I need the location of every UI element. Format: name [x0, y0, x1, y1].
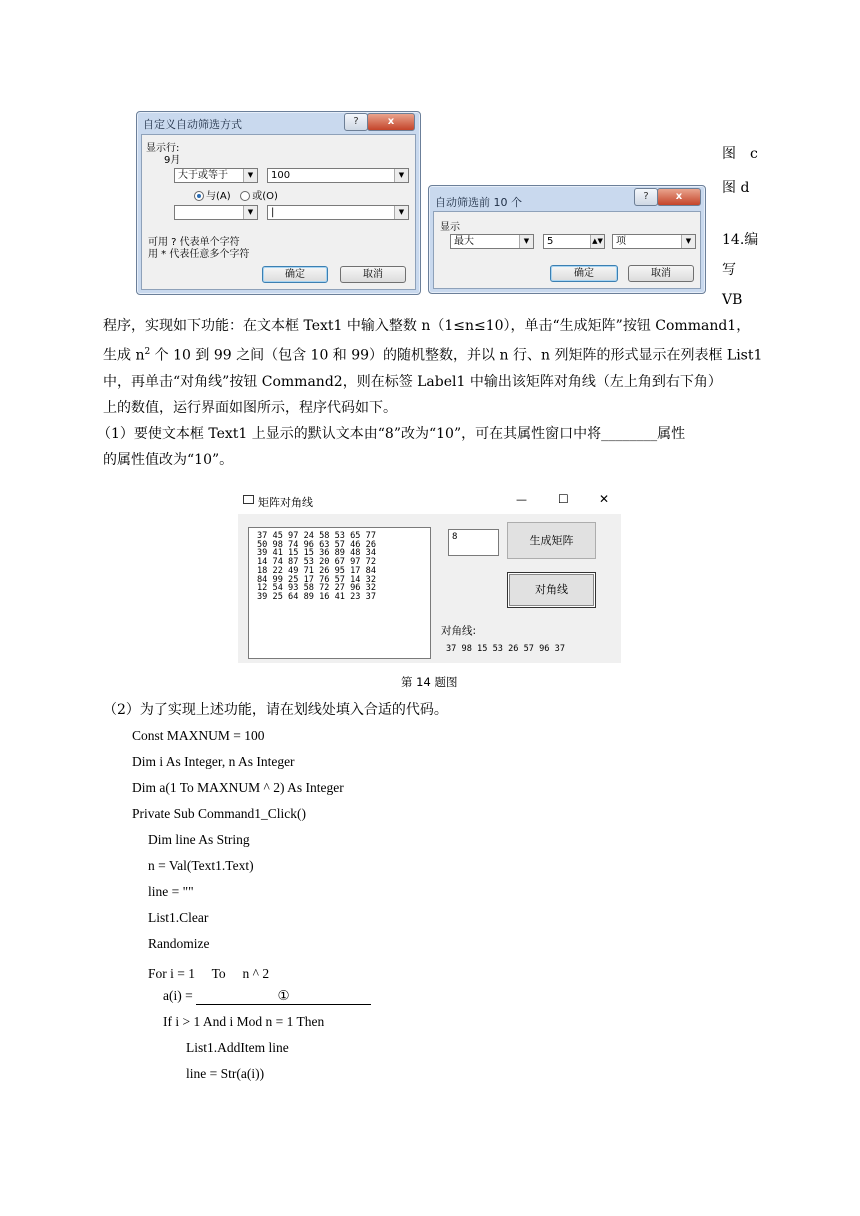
- chevron-down-icon[interactable]: ▼: [519, 235, 533, 248]
- code-line-13: List1.AddItem line: [186, 1040, 289, 1055]
- custom-autofilter-dialog: [136, 111, 421, 295]
- code-line-9: Randomize: [148, 936, 210, 951]
- q1-line-2: 的属性值改为“10”。: [103, 451, 234, 468]
- code-line-3: Dim a(1 To MAXNUM ^ 2) As Integer: [132, 780, 344, 795]
- text1-input[interactable]: 8: [448, 529, 499, 556]
- chevron-down-icon[interactable]: ▼: [394, 206, 408, 219]
- help-button[interactable]: ?: [344, 113, 368, 131]
- code-line-8: List1.Clear: [148, 910, 209, 925]
- blank-1: [196, 988, 371, 1005]
- show-label: 显示: [440, 222, 460, 233]
- list1-listbox[interactable]: [248, 527, 431, 659]
- dialog-title: 自动筛选前 10 个: [435, 196, 522, 209]
- dialog-body: [141, 134, 416, 290]
- code-line-11-text: a(i) =: [163, 988, 197, 1003]
- question-14-start: 14.编: [722, 232, 759, 248]
- figure-caption: 第 14 题图: [401, 675, 458, 689]
- top10-autofilter-dialog: [428, 185, 706, 294]
- q2-line: （2）为了实现上述功能，请在划线处填入合适的代码。: [103, 702, 448, 718]
- and-label: 与(A): [206, 191, 231, 202]
- operator-select-1[interactable]: [174, 168, 258, 183]
- value-select-2[interactable]: [267, 205, 409, 220]
- close-button[interactable]: x: [657, 188, 701, 206]
- code-line-12: If i > 1 And i Mod n = 1 Then: [163, 1014, 325, 1029]
- code-line-7: line = "": [148, 884, 194, 899]
- para-line-2b: 个 10 到 99 之间（包含 10 和 99）的随机整数，并以 n 行、n 列矩阵的形式显示在列表框 List1: [150, 347, 763, 364]
- list-rows: [257, 532, 430, 602]
- question-14-vb: VB: [722, 292, 743, 308]
- minimize-icon[interactable]: —: [516, 493, 527, 506]
- para-line-3: 中，再单击“对角线”按钮 Command2，则在标签 Label1 中输出该矩阵对角线（左上角到右下角）: [103, 373, 722, 390]
- dialog-title: 自定义自动筛选方式: [143, 118, 242, 131]
- code-line-10: For i = 1 To n ^ 2: [148, 966, 270, 981]
- close-button[interactable]: x: [367, 113, 415, 131]
- figure-d-label: 图 d: [722, 180, 750, 196]
- diagonal-title-label: 对角线:: [441, 625, 477, 637]
- logic-radios: [194, 187, 278, 202]
- question-14-xie: 写: [722, 262, 736, 278]
- or-label: 或(O): [252, 191, 278, 202]
- ok-button[interactable]: 确定: [550, 265, 618, 282]
- generate-matrix-button[interactable]: 生成矩阵: [507, 522, 596, 559]
- chevron-down-icon[interactable]: ▼: [394, 169, 408, 182]
- ok-button[interactable]: 确定: [262, 266, 328, 283]
- and-radio[interactable]: [194, 191, 204, 201]
- code-line-2: Dim i As Integer, n As Integer: [132, 754, 295, 769]
- hint-line-2: 用 * 代表任意多个字符: [148, 249, 250, 260]
- value-text: 100: [271, 170, 291, 181]
- top-bottom-select[interactable]: [450, 234, 534, 249]
- operator-value: 大于或等于: [178, 170, 228, 181]
- close-icon[interactable]: ✕: [599, 492, 610, 506]
- code-line-6: n = Val(Text1.Text): [148, 858, 254, 873]
- list-item[interactable]: 39 25 64 89 16 41 23 37: [257, 591, 376, 602]
- blank-1-number: ①: [277, 988, 290, 1003]
- code-line-1: Const MAXNUM = 100: [132, 728, 265, 743]
- count-spinner[interactable]: [543, 234, 605, 249]
- para-line-1: 程序，实现如下功能：在文本框 Text1 中输入整数 n（1≤n≤10），单击“生成矩阵”按钮 Command1，: [103, 318, 751, 334]
- maximize-icon[interactable]: ☐: [558, 492, 569, 506]
- list-item[interactable]: 12 54 93 58 72 27 96 32: [257, 583, 376, 594]
- code-line-11: [163, 988, 371, 1005]
- window-title: 矩阵对角线: [258, 496, 313, 509]
- chevron-down-icon[interactable]: ▼: [243, 206, 257, 219]
- top-bottom-value: 最大: [454, 236, 474, 247]
- hint-line-1: 可用 ? 代表单个字符: [148, 237, 240, 248]
- para-line-2: [103, 339, 763, 369]
- or-radio[interactable]: [240, 191, 250, 201]
- code-line-4: Private Sub Command1_Click(): [132, 806, 306, 821]
- list-item[interactable]: 18 22 49 71 26 95 17 84: [257, 565, 376, 576]
- show-rows-label: 显示行:: [146, 143, 180, 154]
- value-select-1[interactable]: [267, 168, 409, 183]
- spinner-arrows-icon[interactable]: ▲▼: [590, 235, 604, 248]
- list-item[interactable]: 39 41 15 15 36 89 48 34: [257, 548, 376, 559]
- list-item[interactable]: 50 98 74 96 63 57 46 26: [257, 539, 376, 550]
- cancel-button[interactable]: 取消: [628, 265, 694, 282]
- vb-form-window: [238, 487, 621, 663]
- list-item[interactable]: 37 45 97 24 58 53 65 77: [257, 531, 376, 541]
- figure-c-label: 图 c: [722, 146, 758, 162]
- list-item[interactable]: 84 99 25 17 76 57 14 32: [257, 574, 376, 585]
- unit-select[interactable]: [612, 234, 696, 249]
- dialog-body: [433, 211, 701, 289]
- code-line-14: line = Str(a(i)): [186, 1066, 265, 1081]
- cancel-button[interactable]: 取消: [340, 266, 406, 283]
- para-line-2a: 生成 n: [103, 347, 145, 364]
- code-line-5: Dim line As String: [148, 832, 250, 847]
- list-item[interactable]: 14 74 87 53 20 67 97 72: [257, 557, 376, 568]
- value-text: |: [271, 207, 275, 218]
- chevron-down-icon[interactable]: ▼: [243, 169, 257, 182]
- label1-output: 37 98 15 53 26 57 96 37: [446, 644, 565, 654]
- chevron-down-icon[interactable]: ▼: [681, 235, 695, 248]
- superscript-2: 2: [144, 347, 151, 357]
- operator-select-2[interactable]: [174, 205, 258, 220]
- unit-value: 项: [616, 236, 626, 247]
- window-titlebar: [238, 487, 621, 514]
- app-icon: [243, 495, 254, 504]
- q1-line-1: （1）要使文本框 Text1 上显示的默认文本由“8”改为“10”，可在其属性窗口中将________属性: [97, 425, 686, 442]
- diagonal-button[interactable]: 对角线: [507, 572, 596, 608]
- para-line-4: 上的数值，运行界面如图所示，程序代码如下。: [103, 399, 397, 416]
- question-paragraph: [97, 313, 763, 473]
- help-button[interactable]: ?: [634, 188, 658, 206]
- count-value: 5: [547, 236, 554, 247]
- field-label: 9月: [164, 155, 181, 166]
